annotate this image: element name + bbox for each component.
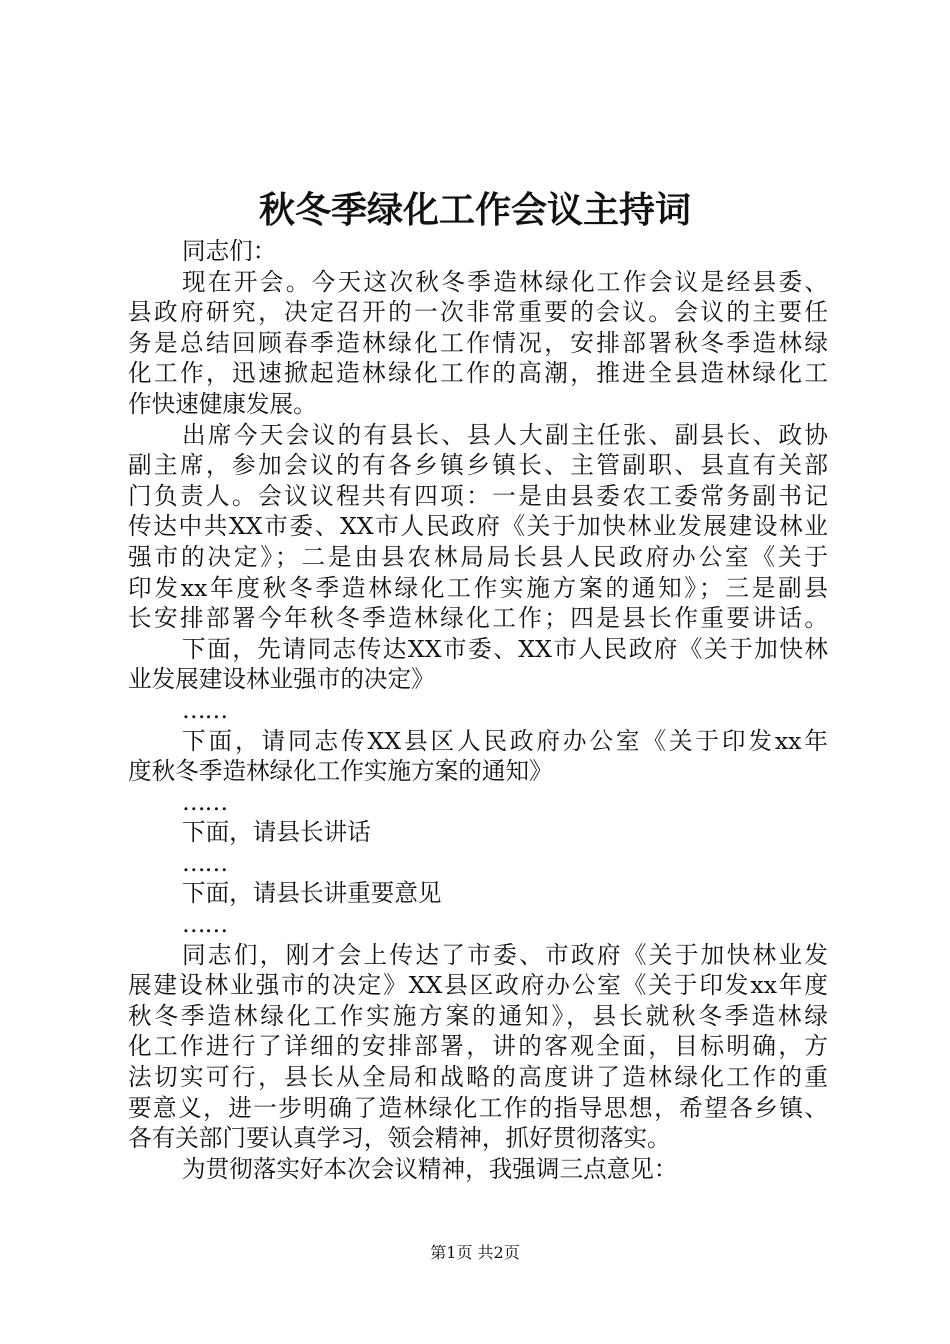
body-line: 强市的决定》；二是由县农林局局长县人民政府办公室《关于 bbox=[128, 542, 828, 571]
body-line: 秋冬季造林绿化工作实施方案的通知》，县长就秋冬季造林绿 bbox=[128, 1001, 828, 1030]
body-line: 现在开会。今天这次秋冬季造林绿化工作会议是经县委、 bbox=[182, 267, 828, 296]
body-line: 务是总结回顾春季造林绿化工作情况，安排部署秋冬季造林绿 bbox=[128, 328, 828, 357]
body-line: 下面，先请同志传达XX市委、XX市人民政府《关于加快林 bbox=[182, 634, 828, 663]
body-line: …… bbox=[182, 848, 228, 877]
body-line: 副主席，参加会议的有各乡镇乡镇长、主管副职、县直有关部 bbox=[128, 451, 828, 480]
body-line: 下面，请同志传XX县区人民政府办公室《关于印发xx年 bbox=[182, 726, 828, 755]
body-line: 同志们，刚才会上传达了市委、市政府《关于加快林业发 bbox=[182, 940, 828, 969]
body-line: 要意义，进一步明确了造林绿化工作的指导思想，希望各乡镇、 bbox=[128, 1093, 828, 1122]
body-line: …… bbox=[182, 910, 228, 939]
body-line: 下面，请县长讲话 bbox=[182, 818, 371, 847]
body-line: 各有关部门要认真学习，领会精神，抓好贯彻落实。 bbox=[128, 1124, 671, 1153]
document-title: 秋冬季绿化工作会议主持词 bbox=[258, 189, 691, 231]
body-line: 展建设林业强市的决定》XX县区政府办公室《关于印发xx年度 bbox=[128, 971, 828, 1000]
body-line: 传达中共XX市委、XX市人民政府《关于加快林业发展建设林业 bbox=[128, 512, 828, 541]
body-line: 作快速健康发展。 bbox=[128, 389, 317, 418]
body-line: 长安排部署今年秋冬季造林绿化工作；四是县长作重要讲话。 bbox=[128, 604, 828, 633]
body-line: 法切实可行，县长从全局和战略的高度讲了造林绿化工作的重 bbox=[128, 1063, 828, 1092]
body-line: 县政府研究，决定召开的一次非常重要的会议。会议的主要任 bbox=[128, 298, 828, 327]
body-line: 度秋冬季造林绿化工作实施方案的通知》 bbox=[128, 757, 553, 786]
body-line: 同志们： bbox=[182, 237, 277, 265]
body-line: 印发xx年度秋冬季造林绿化工作实施方案的通知》；三是副县 bbox=[128, 573, 828, 602]
body-line: 门负责人。会议议程共有四项：一是由县委农工委常务副书记 bbox=[128, 481, 828, 510]
body-line: …… bbox=[182, 695, 228, 724]
body-line: 出席今天会议的有县长、县人大副主任张、副县长、政协 bbox=[182, 420, 828, 449]
body-line: …… bbox=[182, 787, 228, 816]
page-footer: 第1页 共2页 bbox=[430, 1243, 520, 1262]
body-line: 化工作进行了详细的安排部署，讲的客观全面，目标明确，方 bbox=[128, 1032, 828, 1061]
body-line: 为贯彻落实好本次会议精神，我强调三点意见： bbox=[182, 1154, 678, 1183]
body-line: 下面，请县长讲重要意见 bbox=[182, 879, 442, 908]
document-body bbox=[128, 236, 828, 1184]
body-line: 业发展建设林业强市的决定》 bbox=[128, 665, 435, 694]
body-line: 化工作，迅速掀起造林绿化工作的高潮，推进全县造林绿化工 bbox=[128, 359, 828, 388]
